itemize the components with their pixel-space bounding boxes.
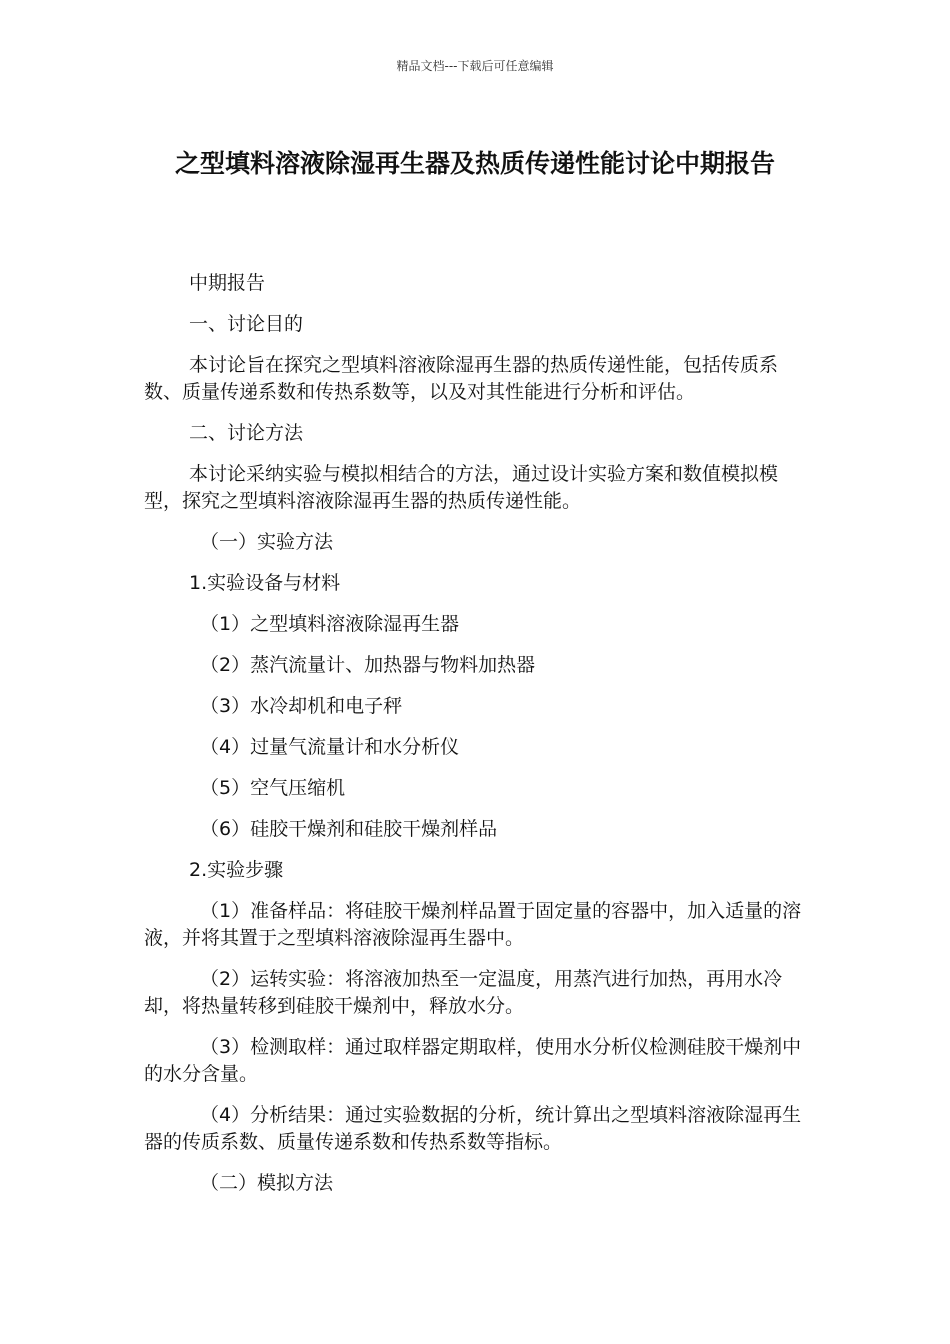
list-item: （3）水冷却机和电子秤	[200, 695, 403, 717]
subheading-steps: 2.实验步骤	[189, 859, 284, 881]
paragraph-purpose: 本讨论旨在探究之型填料溶液除湿再生器的热质传递性能，包括传质系数、质量传递系数和传热系数等，以及对其性能进行分析和评估。	[144, 354, 779, 403]
step-item: （1）准备样品：将硅胶干燥剂样品置于固定量的容器中，加入适量的溶液，并将其置于之型填料溶液除湿再生器中。	[144, 900, 802, 949]
heading-purpose: 一、讨论目的	[189, 313, 304, 335]
step-item: （2）运转实验：将溶液加热至一定温度，用蒸汽进行加热，再用水冷却，将热量转移到硅胶干燥剂中，释放水分。	[144, 968, 783, 1017]
step-item: （4）分析结果：通过实验数据的分析，统计算出之型填料溶液除湿再生器的传质系数、质量传递系数和传热系数等指标。	[144, 1104, 802, 1153]
list-item: （2）蒸汽流量计、加热器与物料加热器	[200, 654, 536, 676]
heading-method: 二、讨论方法	[189, 422, 304, 444]
document-body	[144, 270, 806, 1211]
header-note: 精品文档---下载后可任意编辑	[396, 59, 554, 73]
list-item: （4）过量气流量计和水分析仪	[200, 736, 460, 758]
paragraph-method: 本讨论采纳实验与模拟相结合的方法，通过设计实验方案和数值模拟模型，探究之型填料溶液除湿再生器的热质传递性能。	[144, 463, 779, 512]
paragraph-section-label: 中期报告	[189, 272, 266, 294]
subheading-simulation: （二）模拟方法	[200, 1172, 334, 1194]
step-item: （3）检测取样：通过取样器定期取样，使用水分析仪检测硅胶干燥剂中的水分含量。	[144, 1036, 802, 1085]
document-title: 之型填料溶液除湿再生器及热质传递性能讨论中期报告	[174, 149, 775, 178]
subheading-equipment: 1.实验设备与材料	[189, 572, 341, 594]
list-item: （1）之型填料溶液除湿再生器	[200, 613, 460, 635]
list-item: （5）空气压缩机	[200, 777, 346, 799]
list-item: （6）硅胶干燥剂和硅胶干燥剂样品	[200, 818, 498, 840]
subheading-experiment: （一）实验方法	[200, 531, 334, 553]
